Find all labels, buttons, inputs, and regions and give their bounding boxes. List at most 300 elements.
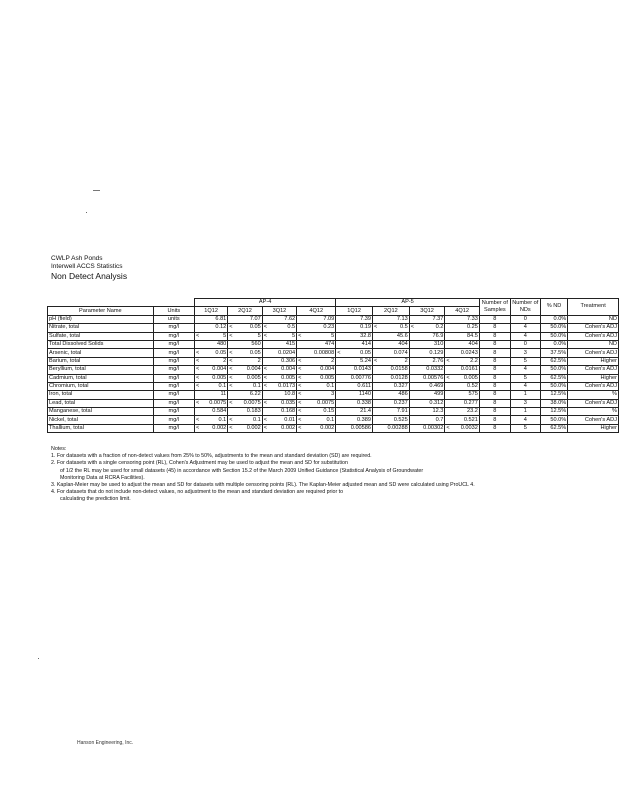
table-row: [48, 416, 619, 424]
table-row: [48, 332, 619, 340]
units-cell: mg/l: [153, 391, 194, 399]
qualifier-cell: [409, 332, 417, 340]
value-cell: 0.277: [453, 399, 479, 407]
header-title: Non Detect Analysis: [51, 271, 128, 281]
value-cell: 2: [236, 357, 262, 365]
value-cell: 0.0161: [453, 366, 479, 374]
qualifier-cell: [336, 332, 344, 340]
qualifier-cell: [409, 357, 417, 365]
qualifier-cell: [373, 315, 381, 323]
treatment-cell: Cohen's ADJ: [568, 416, 619, 424]
units-cell: mg/l: [153, 408, 194, 416]
qualifier-cell: <: [195, 366, 203, 374]
note-1: 1. For datasets with a fraction of non-detect values from 25% to 50%, adjustments to the mean and standard deviation (SD) are required.: [51, 453, 372, 460]
notes-title: Notes:: [51, 446, 67, 452]
value-cell: 0.1: [203, 382, 228, 390]
units-cell: mg/l: [153, 416, 194, 424]
value-cell: 0.5: [270, 324, 296, 332]
nd-count-cell: 4: [510, 324, 540, 332]
qualifier-cell: [445, 332, 453, 340]
hdr-pct: % ND: [540, 299, 568, 316]
value-cell: 0.1: [203, 416, 228, 424]
qualifier-cell: <: [195, 357, 203, 365]
samples-cell: 8: [479, 382, 510, 390]
qualifier-cell: [445, 408, 453, 416]
qualifier-cell: <: [228, 424, 236, 432]
qualifier-cell: <: [195, 382, 203, 390]
value-cell: 0.52: [453, 382, 479, 390]
value-cell: 0.002: [270, 424, 296, 432]
units-cell: mg/l: [153, 340, 194, 348]
value-cell: 414: [344, 340, 373, 348]
qualifier-cell: <: [228, 324, 236, 332]
qualifier-cell: [445, 391, 453, 399]
hdr-q: 2Q12: [228, 307, 262, 315]
qualifier-cell: [409, 366, 417, 374]
units-cell: mg/l: [153, 424, 194, 432]
qualifier-cell: [336, 374, 344, 382]
units-cell: mg/l: [153, 357, 194, 365]
value-cell: 560: [236, 340, 262, 348]
value-cell: 0.584: [203, 408, 228, 416]
value-cell: 0.19: [344, 324, 373, 332]
group-header-row: [48, 299, 619, 307]
value-cell: 76.9: [417, 332, 445, 340]
value-cell: 0.389: [344, 416, 373, 424]
pct-nd-cell: 50.0%: [540, 416, 568, 424]
value-cell: 0.0075: [305, 399, 336, 407]
parameter-name: Nickel, total: [48, 416, 154, 424]
qualifier-cell: [373, 332, 381, 340]
qualifier-cell: <: [445, 357, 453, 365]
value-cell: 6.22: [236, 391, 262, 399]
qualifier-cell: <: [336, 349, 344, 357]
value-cell: 7.09: [305, 315, 336, 323]
value-cell: 0.004: [305, 366, 336, 374]
value-cell: 0.00288: [381, 424, 410, 432]
qualifier-cell: <: [373, 324, 381, 332]
nd-count-cell: 3: [510, 399, 540, 407]
value-cell: 0.525: [381, 416, 410, 424]
parameter-name: Nitrate, total: [48, 324, 154, 332]
qualifier-cell: <: [262, 382, 270, 390]
pct-nd-cell: 12.5%: [540, 408, 568, 416]
group-ap5: AP-5: [336, 299, 480, 307]
treatment-cell: Cohen's ADJ: [568, 399, 619, 407]
value-cell: 0.327: [381, 382, 410, 390]
qualifier-cell: [297, 324, 305, 332]
hdr-treatment: Treatment: [568, 299, 619, 316]
qualifier-cell: <: [262, 332, 270, 340]
treatment-cell: ND: [568, 315, 619, 323]
value-cell: 0.005: [203, 374, 228, 382]
value-cell: 0.25: [453, 324, 479, 332]
value-cell: 0.1: [236, 416, 262, 424]
qualifier-cell: <: [195, 332, 203, 340]
qualifier-cell: [195, 315, 203, 323]
pct-nd-cell: 12.5%: [540, 391, 568, 399]
value-cell: 0.00302: [417, 424, 445, 432]
value-cell: 6.81: [203, 315, 228, 323]
qualifier-cell: <: [445, 374, 453, 382]
value-cell: 0.12: [203, 324, 228, 332]
hdr-q: 1Q12: [195, 307, 228, 315]
note-2: 2. For datasets with a single censoring point (RL), Cohen's Adjustment may be used to adjust the mean and SD for substitution: [51, 460, 348, 467]
header-site: CWLP Ash Ponds: [51, 255, 103, 262]
units-cell: mg/l: [153, 382, 194, 390]
table-row: [48, 391, 619, 399]
qualifier-cell: <: [262, 324, 270, 332]
treatment-cell: Cohen's ADJ: [568, 332, 619, 340]
qualifier-cell: [409, 399, 417, 407]
qualifier-cell: [228, 391, 236, 399]
units-cell: units: [153, 315, 194, 323]
qualifier-cell: [262, 315, 270, 323]
treatment-cell: Higher: [568, 424, 619, 432]
samples-cell: 8: [479, 315, 510, 323]
hdr-parameter: Parameter Name: [48, 307, 154, 315]
qualifier-cell: <: [262, 366, 270, 374]
table-row: [48, 374, 619, 382]
qualifier-cell: <: [228, 332, 236, 340]
value-cell: 499: [417, 391, 445, 399]
scan-dot: [86, 212, 87, 213]
value-cell: 0.15: [305, 408, 336, 416]
value-cell: 5: [236, 332, 262, 340]
hdr-nds: Number of NDs: [510, 299, 540, 316]
value-cell: 0.00586: [344, 424, 373, 432]
value-cell: 0.05: [236, 349, 262, 357]
value-cell: 0.183: [236, 408, 262, 416]
value-cell: 310: [417, 340, 445, 348]
parameter-name: Chromium, total: [48, 382, 154, 390]
qualifier-cell: [445, 349, 453, 357]
value-cell: 0.469: [417, 382, 445, 390]
units-cell: mg/l: [153, 324, 194, 332]
qualifier-cell: <: [445, 424, 453, 432]
samples-cell: 8: [479, 408, 510, 416]
scan-speck: [93, 190, 100, 191]
samples-cell: 8: [479, 324, 510, 332]
value-cell: 0.0143: [344, 366, 373, 374]
nd-count-cell: 5: [510, 374, 540, 382]
value-cell: 2: [381, 357, 410, 365]
pct-nd-cell: 37.5%: [540, 349, 568, 357]
samples-cell: 8: [479, 357, 510, 365]
nd-count-cell: 0: [510, 340, 540, 348]
value-cell: 0.312: [417, 399, 445, 407]
value-cell: 0.306: [270, 357, 296, 365]
pct-nd-cell: 62.5%: [540, 374, 568, 382]
qualifier-cell: [445, 315, 453, 323]
qualifier-cell: <: [195, 424, 203, 432]
hdr-q: 1Q12: [336, 307, 373, 315]
qualifier-cell: <: [297, 332, 305, 340]
value-cell: 0.23: [305, 324, 336, 332]
nd-count-cell: 3: [510, 349, 540, 357]
units-cell: mg/l: [153, 332, 194, 340]
value-cell: 0.00776: [344, 374, 373, 382]
table-row: [48, 366, 619, 374]
pct-nd-cell: 50.0%: [540, 324, 568, 332]
value-cell: 0.0204: [270, 349, 296, 357]
value-cell: 0.005: [453, 374, 479, 382]
qualifier-cell: [262, 340, 270, 348]
treatment-cell: Cohen's ADJ: [568, 324, 619, 332]
qualifier-cell: [409, 408, 417, 416]
value-cell: 0.338: [344, 399, 373, 407]
parameter-name: Sulfate, total: [48, 332, 154, 340]
value-cell: 5: [305, 332, 336, 340]
qualifier-cell: [195, 324, 203, 332]
value-cell: 0.035: [270, 399, 296, 407]
footer-company: Hanson Engineering, Inc.: [77, 740, 134, 746]
notes: [51, 446, 619, 504]
nd-count-cell: 4: [510, 366, 540, 374]
qualifier-cell: [195, 391, 203, 399]
samples-cell: 8: [479, 332, 510, 340]
qualifier-cell: [336, 416, 344, 424]
hdr-q: 3Q12: [262, 307, 296, 315]
value-cell: 0.074: [381, 349, 410, 357]
units-cell: mg/l: [153, 374, 194, 382]
samples-cell: 8: [479, 374, 510, 382]
value-cell: 7.33: [453, 315, 479, 323]
nd-count-cell: 4: [510, 332, 540, 340]
qualifier-cell: <: [228, 349, 236, 357]
value-cell: 5: [270, 332, 296, 340]
value-cell: 21.4: [344, 408, 373, 416]
qualifier-cell: <: [297, 416, 305, 424]
qualifier-cell: <: [228, 416, 236, 424]
qualifier-cell: <: [228, 374, 236, 382]
value-cell: 0.00576: [417, 374, 445, 382]
qualifier-cell: <: [297, 424, 305, 432]
qualifier-cell: [445, 324, 453, 332]
qualifier-cell: <: [262, 399, 270, 407]
table-row: [48, 382, 619, 390]
qualifier-cell: <: [262, 374, 270, 382]
pct-nd-cell: 50.0%: [540, 382, 568, 390]
qualifier-cell: [445, 399, 453, 407]
pct-nd-cell: 62.5%: [540, 424, 568, 432]
non-detect-table: [47, 298, 619, 433]
value-cell: 0.0243: [453, 349, 479, 357]
value-cell: 7.39: [344, 315, 373, 323]
qualifier-cell: [336, 399, 344, 407]
qualifier-cell: [262, 357, 270, 365]
table-row: [48, 324, 619, 332]
value-cell: 0.004: [203, 366, 228, 374]
parameter-name: Cadmium, total: [48, 374, 154, 382]
qualifier-cell: [409, 340, 417, 348]
qualifier-cell: [409, 315, 417, 323]
qualifier-cell: [336, 357, 344, 365]
value-cell: 45.6: [381, 332, 410, 340]
nd-count-cell: 0: [510, 315, 540, 323]
table-row: [48, 357, 619, 365]
treatment-cell: Cohen's ADJ: [568, 349, 619, 357]
qualifier-cell: <: [297, 399, 305, 407]
value-cell: 23.2: [453, 408, 479, 416]
value-cell: 0.0173: [270, 382, 296, 390]
treatment-cell: ND: [568, 340, 619, 348]
nd-count-cell: 4: [510, 382, 540, 390]
qualifier-cell: [262, 391, 270, 399]
treatment-cell: Cohen's ADJ: [568, 366, 619, 374]
pct-nd-cell: 50.0%: [540, 332, 568, 340]
treatment-cell: Higher: [568, 374, 619, 382]
qualifier-cell: [409, 374, 417, 382]
qualifier-cell: [373, 374, 381, 382]
qualifier-cell: <: [373, 357, 381, 365]
value-cell: 0.2: [417, 324, 445, 332]
pct-nd-cell: 0.0%: [540, 315, 568, 323]
group-ap4: AP-4: [195, 299, 336, 307]
value-cell: 5: [203, 332, 228, 340]
qualifier-cell: <: [228, 366, 236, 374]
value-cell: 0.0128: [381, 374, 410, 382]
value-cell: 486: [381, 391, 410, 399]
value-cell: 0.05: [203, 349, 228, 357]
value-cell: 0.0075: [203, 399, 228, 407]
hdr-q: 3Q12: [409, 307, 445, 315]
qualifier-cell: [336, 340, 344, 348]
value-cell: 0.004: [270, 366, 296, 374]
units-cell: mg/l: [153, 349, 194, 357]
value-cell: 0.002: [305, 424, 336, 432]
qualifier-cell: [228, 408, 236, 416]
pct-nd-cell: 38.0%: [540, 399, 568, 407]
qualifier-cell: [409, 382, 417, 390]
table-row: [48, 399, 619, 407]
qualifier-cell: [409, 391, 417, 399]
value-cell: 0.1: [305, 382, 336, 390]
qualifier-cell: [297, 340, 305, 348]
parameter-name: Iron, total: [48, 391, 154, 399]
hdr-units: Units: [153, 307, 194, 315]
value-cell: 1140: [344, 391, 373, 399]
qualifier-cell: [373, 349, 381, 357]
value-cell: 415: [270, 340, 296, 348]
value-cell: 7.91: [381, 408, 410, 416]
qualifier-cell: <: [228, 357, 236, 365]
table-row: [48, 349, 619, 357]
qualifier-cell: <: [195, 374, 203, 382]
qualifier-cell: [336, 382, 344, 390]
qualifier-cell: [336, 324, 344, 332]
treatment-cell: Cohen's ADJ: [568, 382, 619, 390]
units-cell: mg/l: [153, 366, 194, 374]
qualifier-cell: [373, 391, 381, 399]
value-cell: 7.13: [381, 315, 410, 323]
qualifier-cell: <: [409, 324, 417, 332]
treatment-cell: Higher: [568, 357, 619, 365]
value-cell: 0.005: [236, 374, 262, 382]
value-cell: 0.7: [417, 416, 445, 424]
note-3: 3. Kaplan-Meier may be used to adjust the mean and SD for datasets with multiple censoring points (RL). The Kaplan-Meier adjusted mean and SD were calculated using ProUCL 4.: [51, 482, 475, 489]
pct-nd-cell: 0.0%: [540, 340, 568, 348]
qualifier-cell: [445, 366, 453, 374]
parameter-name: Thallium, total: [48, 424, 154, 432]
value-cell: 0.521: [453, 416, 479, 424]
parameter-name: Manganese, total: [48, 408, 154, 416]
qualifier-cell: [373, 416, 381, 424]
qualifier-cell: <: [297, 357, 305, 365]
note-4-cont: calculating the prediction limit.: [60, 496, 131, 503]
header-subtitle: Interwell ACCS Statistics: [51, 263, 123, 270]
qualifier-cell: [262, 349, 270, 357]
qualifier-cell: [409, 349, 417, 357]
value-cell: 2.76: [417, 357, 445, 365]
nd-count-cell: 1: [510, 391, 540, 399]
pct-nd-cell: 50.0%: [540, 366, 568, 374]
samples-cell: 8: [479, 399, 510, 407]
hdr-q: 2Q12: [373, 307, 410, 315]
value-cell: 0.05: [344, 349, 373, 357]
samples-cell: 8: [479, 424, 510, 432]
value-cell: 480: [203, 340, 228, 348]
parameter-name: Arsenic, total: [48, 349, 154, 357]
note-4: 4. For datasets that do not include non-detect values, no adjustment to the mean and standard deviation are required prior to: [51, 489, 344, 496]
units-cell: mg/l: [153, 399, 194, 407]
qualifier-cell: <: [297, 391, 305, 399]
note-2-cont: Monitoring Data at RCRA Facilities).: [60, 474, 145, 481]
qualifier-cell: <: [195, 416, 203, 424]
value-cell: 0.0075: [236, 399, 262, 407]
qualifier-cell: [373, 399, 381, 407]
qualifier-cell: [228, 340, 236, 348]
qualifier-cell: [409, 416, 417, 424]
qualifier-cell: <: [228, 382, 236, 390]
qualifier-cell: [445, 382, 453, 390]
note-2-cont: of 1/2 the RL may be used for small datasets (45) in accordance with Section 15.2 of the March 2009 Unified Guidance (Statistical Analysis of Groundwater: [60, 467, 424, 474]
value-cell: 0.01: [270, 416, 296, 424]
samples-cell: 8: [479, 366, 510, 374]
nd-count-cell: 5: [510, 424, 540, 432]
table-row: [48, 424, 619, 432]
report-header: [51, 255, 127, 282]
parameter-name: Barium, total: [48, 357, 154, 365]
qualifier-cell: [195, 340, 203, 348]
value-cell: 2: [305, 357, 336, 365]
value-cell: 404: [453, 340, 479, 348]
parameter-name: pH (field): [48, 315, 154, 323]
hdr-q: 4Q12: [297, 307, 336, 315]
value-cell: 12.3: [417, 408, 445, 416]
value-cell: 0.0158: [381, 366, 410, 374]
qualifier-cell: <: [297, 408, 305, 416]
qualifier-cell: [336, 408, 344, 416]
qualifier-cell: <: [195, 349, 203, 357]
parameter-name: Beryllium, total: [48, 366, 154, 374]
value-cell: 84.5: [453, 332, 479, 340]
qualifier-cell: [297, 315, 305, 323]
qualifier-cell: [228, 315, 236, 323]
nd-count-cell: 5: [510, 357, 540, 365]
qualifier-cell: [336, 366, 344, 374]
value-cell: 0.00808: [305, 349, 336, 357]
value-cell: 0.005: [270, 374, 296, 382]
qualifier-cell: <: [297, 374, 305, 382]
qualifier-cell: <: [228, 399, 236, 407]
treatment-cell: %: [568, 408, 619, 416]
value-cell: 0.05: [236, 324, 262, 332]
parameter-name: Lead, total: [48, 399, 154, 407]
scan-dot: [38, 658, 39, 659]
qualifier-cell: <: [297, 366, 305, 374]
qualifier-cell: <: [297, 382, 305, 390]
